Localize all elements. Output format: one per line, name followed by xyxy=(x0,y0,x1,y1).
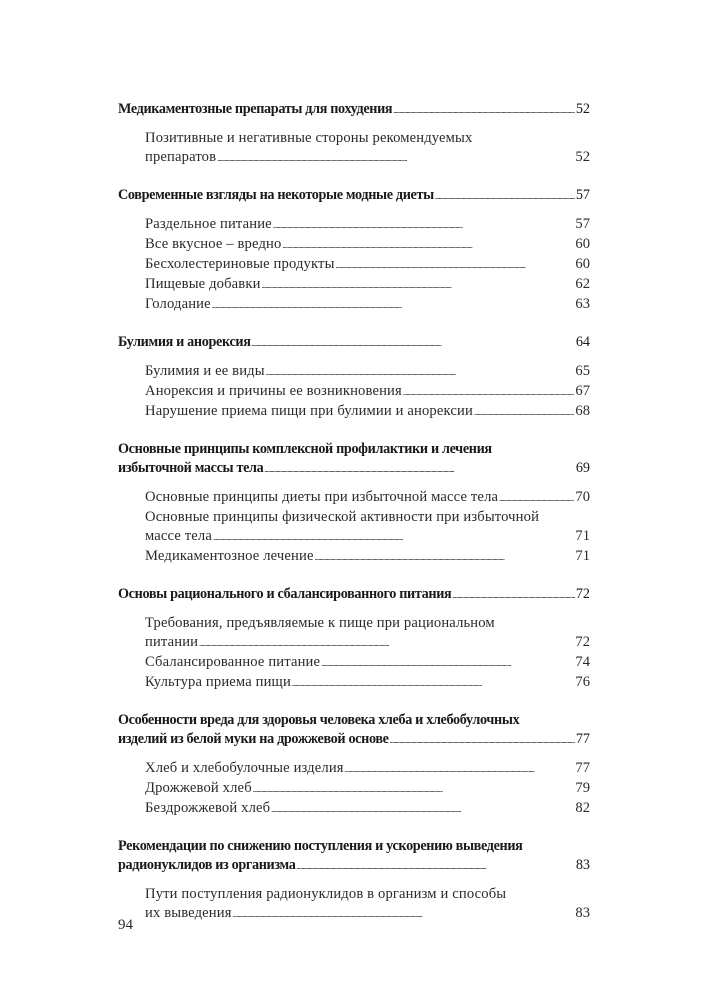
entry-line xyxy=(145,633,590,653)
entry-line: Рекомендации по снижению поступления и ускорению выведения xyxy=(118,838,523,854)
toc-section xyxy=(118,837,590,924)
entry-line: Пути поступления радионуклидов в организм и способы xyxy=(145,886,507,902)
entry-line xyxy=(145,527,590,547)
subsection-entry xyxy=(145,295,590,315)
entry-line xyxy=(145,673,590,693)
dot-leader xyxy=(266,362,575,382)
entry-line xyxy=(145,904,590,924)
entry-title: Хлеб и хлебобулочные изделия xyxy=(145,760,344,776)
entry-title: Бездрожжевой хлеб xyxy=(145,800,271,816)
entry-line xyxy=(145,382,590,402)
entry-page: 63 xyxy=(575,296,590,312)
subsection-entry xyxy=(145,402,590,422)
subsection-entry xyxy=(145,488,590,508)
subsection-entry xyxy=(145,759,590,779)
entry-page: 60 xyxy=(575,256,590,272)
entry-title: Пищевые добавки xyxy=(145,276,261,292)
entry-line xyxy=(145,759,590,779)
subsection-entry xyxy=(145,547,590,567)
subsection-list xyxy=(118,759,590,819)
dot-leader xyxy=(435,186,575,206)
entry-page: 69 xyxy=(575,460,590,476)
entry-line: Основные принципы комплексной профилактики и лечения xyxy=(118,441,492,457)
subsection-entry xyxy=(145,885,590,924)
toc-section xyxy=(118,333,590,422)
subsection-entry xyxy=(145,508,590,547)
subsection-entry xyxy=(145,614,590,653)
toc-section xyxy=(118,186,590,315)
entry-title: изделий из белой муки на дрожжевой основе xyxy=(118,731,389,747)
entry-line xyxy=(118,459,590,479)
entry-page: 71 xyxy=(575,528,590,544)
section-heading xyxy=(118,100,590,120)
subsection-entry xyxy=(145,362,590,382)
dot-leader xyxy=(282,235,574,255)
entry-page: 64 xyxy=(575,334,590,350)
entry-line xyxy=(145,799,590,819)
entry-page: 65 xyxy=(575,363,590,379)
entry-page: 76 xyxy=(575,674,590,690)
dot-leader xyxy=(213,527,574,547)
dot-leader xyxy=(292,673,575,693)
entry-title: Сбалансированное питание xyxy=(145,654,321,670)
entry-line xyxy=(145,295,590,315)
entry-line xyxy=(145,779,590,799)
section-heading xyxy=(118,585,590,605)
table-of-contents xyxy=(118,100,590,924)
section-heading xyxy=(118,333,590,353)
dot-leader xyxy=(253,779,575,799)
subsection-list xyxy=(118,362,590,422)
entry-page: 68 xyxy=(575,403,590,419)
entry-page: 72 xyxy=(575,634,590,650)
entry-title: питании xyxy=(145,634,199,650)
dot-leader xyxy=(271,799,574,819)
entry-title: Медикаментозное лечение xyxy=(145,548,314,564)
dot-leader xyxy=(393,100,575,120)
subsection-list xyxy=(118,129,590,168)
subsection-list xyxy=(118,215,590,315)
subsection-entry xyxy=(145,129,590,168)
dot-leader xyxy=(264,459,574,479)
entry-page: 77 xyxy=(575,760,590,776)
dot-leader xyxy=(199,633,574,653)
subsection-entry xyxy=(145,799,590,819)
entry-page: 70 xyxy=(575,489,590,505)
dot-leader xyxy=(262,275,575,295)
entry-title: Медикаментозные препараты для похудения xyxy=(118,101,393,117)
entry-line xyxy=(145,488,590,508)
dot-leader xyxy=(217,148,574,168)
subsection-entry xyxy=(145,215,590,235)
entry-page: 52 xyxy=(575,149,590,165)
entry-page: 57 xyxy=(575,187,590,203)
subsection-entry xyxy=(145,275,590,295)
entry-line xyxy=(118,100,590,120)
entry-page: 67 xyxy=(575,383,590,399)
entry-page: 79 xyxy=(575,780,590,796)
toc-section xyxy=(118,585,590,693)
entry-line: Требования, предъявляемые к пище при рациональном xyxy=(145,615,495,631)
entry-line xyxy=(145,653,590,673)
dot-leader xyxy=(233,904,575,924)
entry-line xyxy=(145,275,590,295)
entry-title: Нарушение приема пищи при булимии и анорексии xyxy=(145,403,473,419)
entry-title: Современные взгляды на некоторые модные диеты xyxy=(118,187,434,203)
dot-leader xyxy=(297,856,575,876)
subsection-list xyxy=(118,614,590,693)
entry-title: Булимия и ее виды xyxy=(145,363,265,379)
entry-title: радионуклидов из организма xyxy=(118,857,296,873)
entry-page: 83 xyxy=(575,905,590,921)
entry-title: избыточной массы тела xyxy=(118,460,264,476)
entry-title: Бесхолестериновые продукты xyxy=(145,256,335,272)
dot-leader xyxy=(273,215,575,235)
entry-title: Дрожжевой хлеб xyxy=(145,780,252,796)
entry-line xyxy=(118,333,590,353)
entry-page: 74 xyxy=(575,654,590,670)
section-heading xyxy=(118,186,590,206)
subsection-list xyxy=(118,885,590,924)
subsection-entry xyxy=(145,673,590,693)
entry-title: массе тела xyxy=(145,528,212,544)
entry-line xyxy=(118,585,590,605)
entry-page: 57 xyxy=(575,216,590,232)
entry-line xyxy=(118,186,590,206)
dot-leader xyxy=(321,653,574,673)
entry-line xyxy=(145,547,590,567)
entry-line: Позитивные и негативные стороны рекомендуемых xyxy=(145,130,473,146)
entry-line: Основные принципы физической активности при избыточной xyxy=(145,509,540,525)
entry-line xyxy=(145,215,590,235)
subsection-entry xyxy=(145,255,590,275)
dot-leader xyxy=(315,547,575,567)
entry-page: 77 xyxy=(575,731,590,747)
dot-leader xyxy=(212,295,575,315)
dot-leader xyxy=(252,333,575,353)
entry-page: 60 xyxy=(575,236,590,252)
toc-section xyxy=(118,440,590,567)
entry-page: 52 xyxy=(575,101,590,117)
dot-leader xyxy=(474,402,574,422)
subsection-entry xyxy=(145,382,590,402)
dot-leader xyxy=(499,488,574,508)
subsection-entry xyxy=(145,779,590,799)
entry-page: 62 xyxy=(575,276,590,292)
subsection-entry xyxy=(145,235,590,255)
dot-leader xyxy=(336,255,575,275)
entry-title: Анорексия и причины ее возникновения xyxy=(145,383,402,399)
entry-title: Голодание xyxy=(145,296,211,312)
entry-page: 72 xyxy=(575,586,590,602)
entry-title: Культура приема пищи xyxy=(145,674,291,690)
entry-title: Основы рационального и сбалансированного питания xyxy=(118,586,452,602)
entry-line xyxy=(145,362,590,382)
dot-leader xyxy=(390,730,575,750)
entry-page: 82 xyxy=(575,800,590,816)
entry-page: 83 xyxy=(575,857,590,873)
section-heading xyxy=(118,440,590,479)
entry-line xyxy=(118,856,590,876)
dot-leader xyxy=(403,382,575,402)
entry-title: Основные принципы диеты при избыточной массе тела xyxy=(145,489,499,505)
entry-line xyxy=(145,235,590,255)
section-heading xyxy=(118,837,590,876)
page-number: 94 xyxy=(118,917,133,933)
entry-line xyxy=(145,402,590,422)
dot-leader xyxy=(345,759,575,779)
entry-title: Булимия и анорексия xyxy=(118,334,251,350)
entry-line xyxy=(145,255,590,275)
toc-section xyxy=(118,711,590,819)
section-heading xyxy=(118,711,590,750)
entry-line xyxy=(118,730,590,750)
entry-line xyxy=(145,148,590,168)
entry-title: Все вкусное – вредно xyxy=(145,236,282,252)
subsection-entry xyxy=(145,653,590,673)
subsection-list xyxy=(118,488,590,567)
dot-leader xyxy=(452,585,574,605)
toc-section xyxy=(118,100,590,168)
entry-title: Раздельное питание xyxy=(145,216,272,232)
entry-page: 71 xyxy=(575,548,590,564)
entry-line: Особенности вреда для здоровья человека хлеба и хлебобулочных xyxy=(118,712,520,728)
entry-title: их выведения xyxy=(145,905,232,921)
entry-title: препаратов xyxy=(145,149,217,165)
